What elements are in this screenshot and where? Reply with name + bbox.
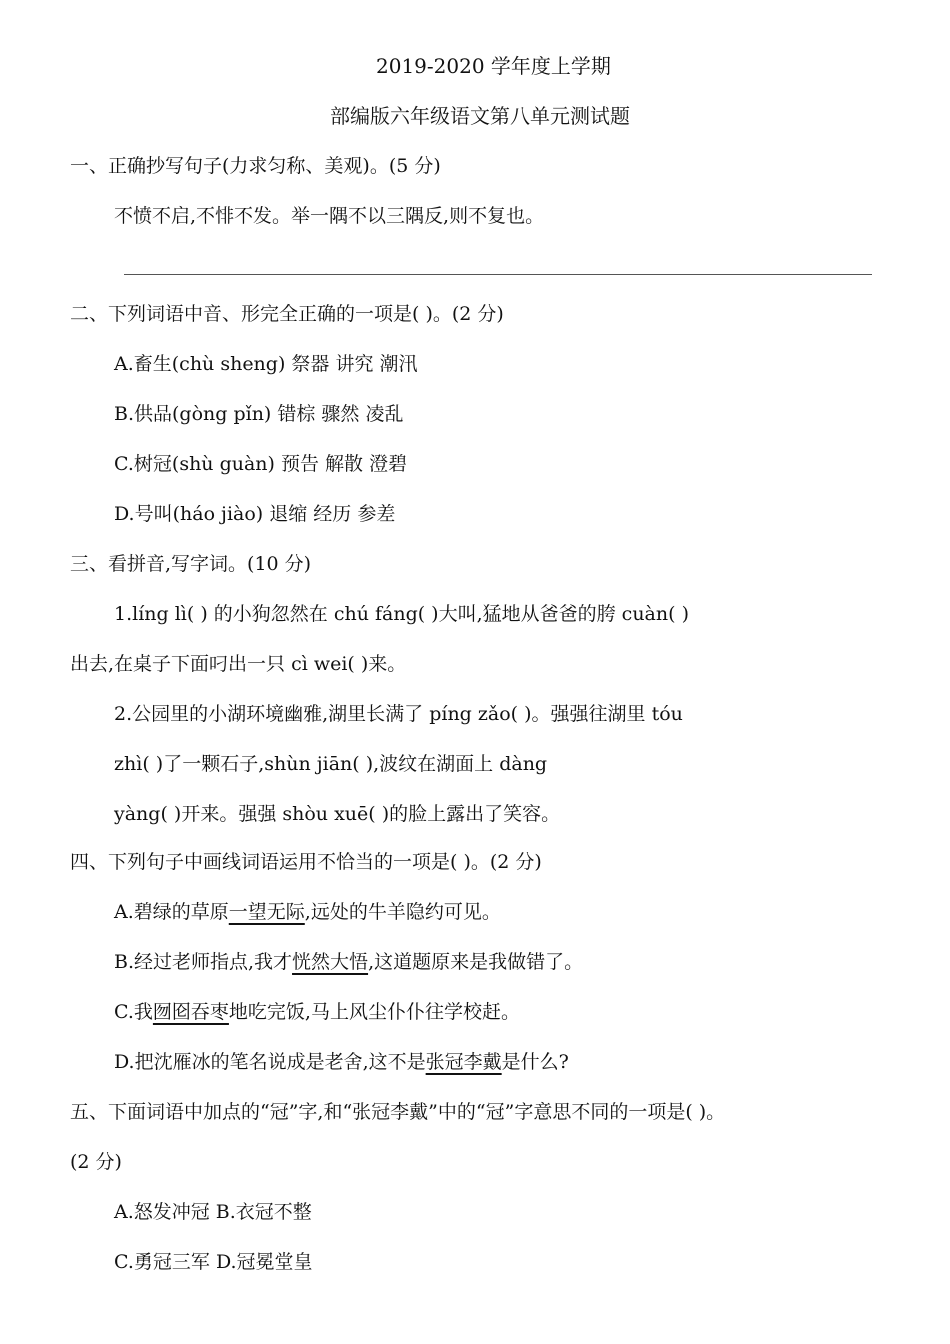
- q1-sentence: 不愤不启,不悱不发。举一隅不以三隅反,则不复也。: [114, 205, 545, 227]
- q1-heading: 一、正确抄写句子(力求匀称、美观)。(5 分): [70, 155, 441, 177]
- q4-option-text: B.经过老师指点,我才: [114, 951, 293, 973]
- q2-option-c: C.树冠(shù guàn) 预告 解散 澄碧: [114, 453, 408, 475]
- q4-option-a: [114, 898, 501, 926]
- q4-option-text: C.我: [114, 1001, 153, 1023]
- underlined-phrase: 囫囵吞枣: [152, 1001, 229, 1023]
- exam-term: 2019-2020 学年度上学期: [376, 54, 611, 78]
- q2-heading: 二、下列词语中音、形完全正确的一项是( )。(2 分): [70, 303, 504, 325]
- q2-option-d: D.号叫(háo jiào) 退缩 经历 参差: [114, 503, 396, 525]
- underlined-phrase: 一望无际: [228, 901, 305, 923]
- q5-heading: 五、下面词语中加点的“冠”字,和“张冠李戴”中的“冠”字意思不同的一项是( )。: [70, 1101, 726, 1123]
- q4-option-d: [114, 1048, 569, 1076]
- underlined-phrase: 张冠李戴: [425, 1051, 502, 1073]
- q4-heading: 四、下列句子中画线词语运用不恰当的一项是( )。(2 分): [70, 851, 542, 873]
- q3-heading: 三、看拼音,写字词。(10 分): [70, 553, 312, 575]
- q3-line: 1.líng lì( ) 的小狗忽然在 chú fáng( )大叫,猛地从爸爸的胯 cuàn( ): [114, 603, 689, 625]
- q1-answer-line[interactable]: [124, 274, 872, 275]
- q5-options-cd: C.勇冠三军 D.冠冕堂皇: [114, 1251, 313, 1273]
- q2-option-b: B.供品(gòng pǐn) 错棕 骤然 凌乱: [114, 403, 404, 425]
- q2-option-a: A.畜生(chù sheng) 祭器 讲究 潮汛: [114, 353, 418, 375]
- underlined-phrase: 恍然大悟: [292, 951, 369, 973]
- q4-option-text: 地吃完饭,马上风尘仆仆往学校赶。: [228, 1001, 520, 1023]
- q3-line: zhì( )了一颗石子,shùn jiān( ),波纹在湖面上 dàng: [114, 753, 548, 775]
- q4-option-text: ,这道题原来是我做错了。: [368, 951, 584, 973]
- q4-option-text: A.碧绿的草原: [114, 901, 229, 923]
- q4-option-text: 是什么?: [501, 1051, 569, 1073]
- q4-option-c: [114, 998, 520, 1026]
- q3-line: yàng( )开来。强强 shòu xuē( )的脸上露出了笑容。: [114, 803, 561, 825]
- q5-options-ab: A.怒发冲冠 B.衣冠不整: [114, 1201, 312, 1223]
- q5-score: (2 分): [70, 1151, 122, 1173]
- exam-title: 部编版六年级语文第八单元测试题: [330, 104, 630, 128]
- q3-line: 2.公园里的小湖环境幽雅,湖里长满了 píng zǎo( )。强强往湖里 tóu: [114, 703, 683, 725]
- q3-line: 出去,在桌子下面叼出一只 cì wei( )来。: [70, 653, 407, 675]
- q4-option-text: D.把沈雁冰的笔名说成是老舍,这不是: [114, 1051, 426, 1073]
- q4-option-b: [114, 948, 583, 976]
- q4-option-text: ,远处的牛羊隐约可见。: [304, 901, 501, 923]
